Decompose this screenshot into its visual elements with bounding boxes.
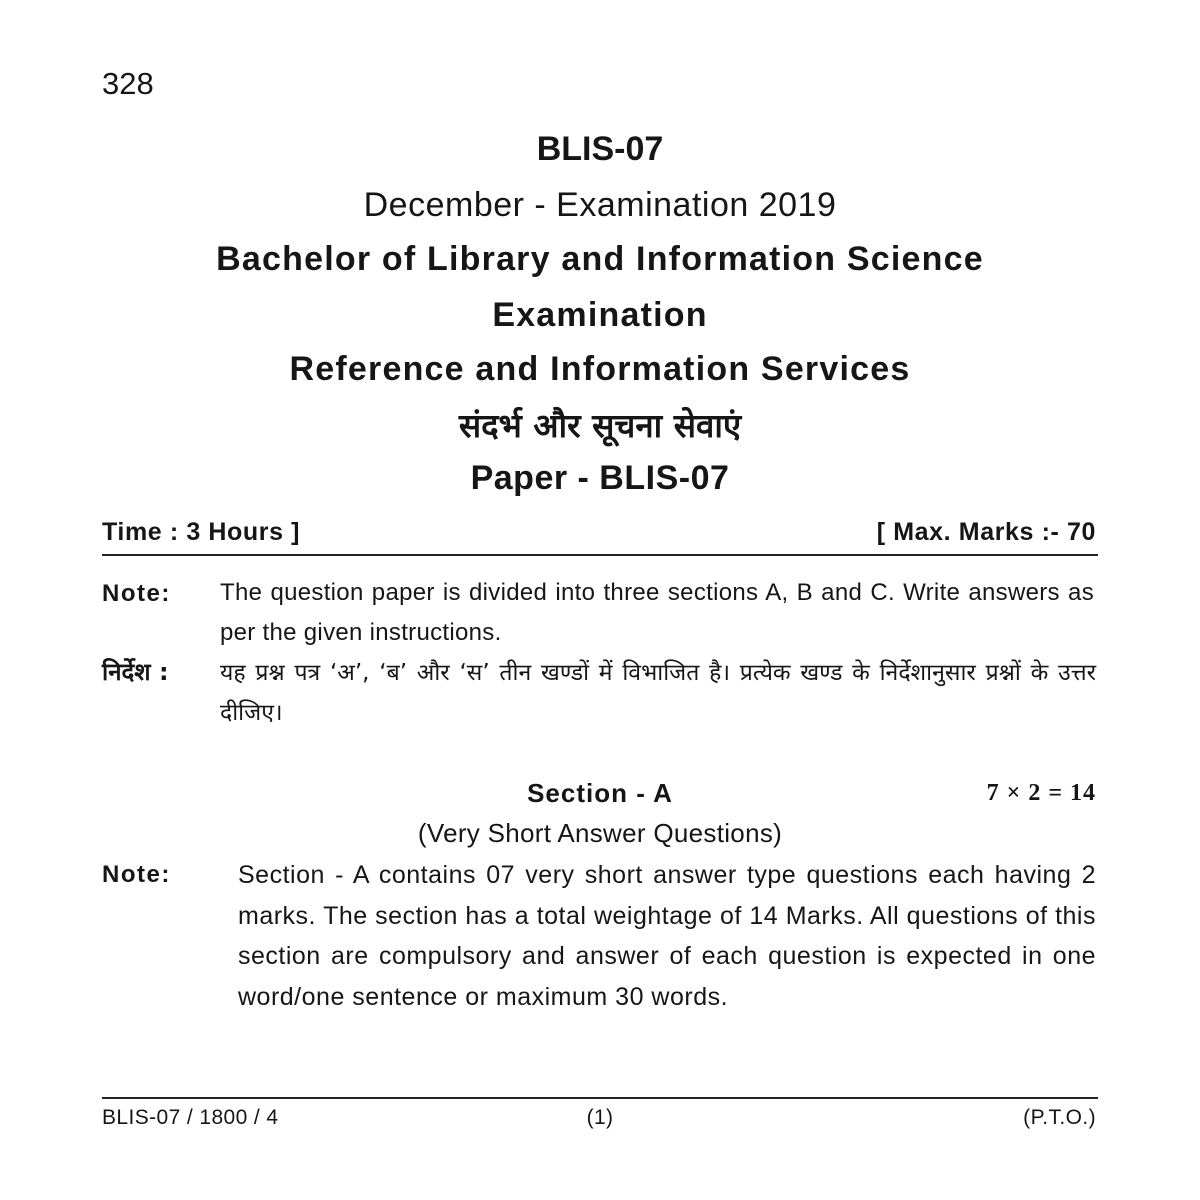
footer-code: BLIS-07 / 1800 / 4 [102, 1106, 279, 1129]
subject-title-hindi: संदर्भ और सूचना सेवाएं [458, 406, 742, 445]
nirdesh-label: निर्देश : [102, 658, 169, 686]
nirdesh-text: यह प्रश्न पत्र ‘अ’, ‘ब’ और ‘स’ तीन खण्डों में विभाजित है। प्रत्येक खण्ड के निर्देशानुसार प्रश्नों के उत्तर दीजिए। [220, 660, 1096, 726]
degree-title-line2: Examination [492, 296, 708, 334]
section-a-note-text: Section - A contains 07 very short answer type questions each having 2 marks. The section has a total weightage of 14 Marks. All questions of this section are compulsory and answer of each question is expected in one word/one sentence or maximum 30 words. [238, 861, 1096, 1011]
footer-pto: (P.T.O.) [1023, 1106, 1096, 1129]
section-a-marks: 7 × 2 = 14 [986, 780, 1096, 806]
section-a-subtitle: (Very Short Answer Questions) [417, 818, 783, 848]
section-a-note-label: Note: [102, 861, 171, 888]
footer-divider [102, 1097, 1098, 1099]
max-marks: [ Max. Marks :- 70 [876, 518, 1096, 546]
section-a-title: Section - A [527, 778, 673, 808]
exam-session: December - Examination 2019 [363, 186, 837, 224]
header-divider [102, 554, 1098, 556]
footer-page-number: (1) [586, 1106, 614, 1129]
page-number: 328 [102, 66, 154, 101]
paper-code-heading: BLIS-07 [536, 130, 664, 168]
note-text: The question paper is divided into three sections A, B and C. Write answers as per the given instructions. [220, 579, 1094, 646]
note-label: Note: [102, 580, 171, 607]
time-allowed: Time : 3 Hours ] [102, 518, 301, 546]
subject-title: Reference and Information Services [289, 350, 911, 388]
paper-title: Paper - BLIS-07 [470, 459, 730, 497]
degree-title-line1: Bachelor of Library and Information Science [216, 240, 984, 278]
